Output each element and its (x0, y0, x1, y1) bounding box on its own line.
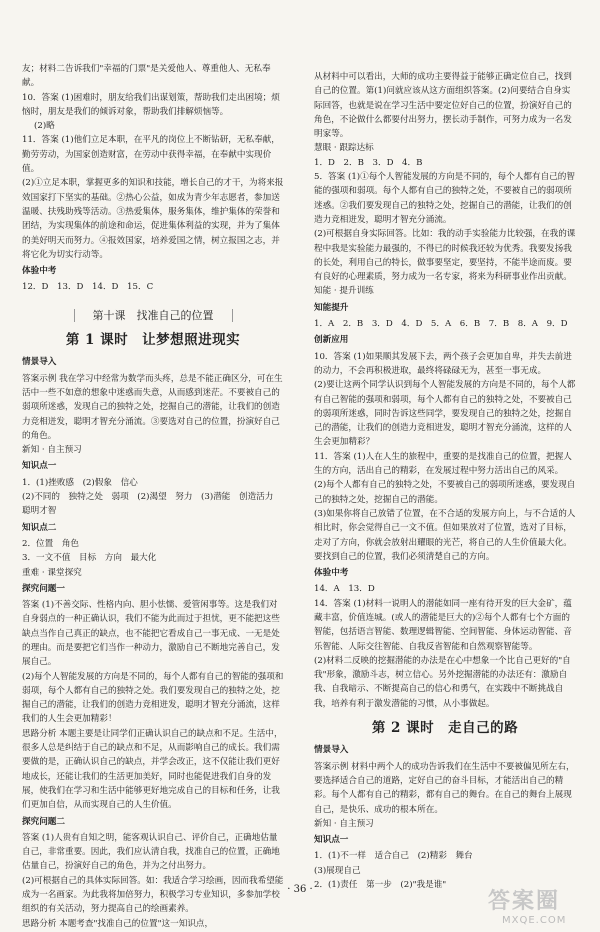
section-heading: 情景导入 (22, 357, 57, 368)
text-block: 答案示例 我在学习中经常为数学而头疼，总是不能正确区分，可在生活中一些不如意的想象中迷惑而失意，从而感到迷茫。不要被自己的弱项所迷惑，发现自己的独特之处，挖掘自己的潜能，让我们的创造力竞相迸发，聪明才智充分涌流。③要选对自己的位置，扮演好自己的角色。 (22, 373, 283, 441)
section-heading: 体验中考 (22, 266, 57, 277)
text-line: 友；材料二告诉我们"幸福的门票"是关爱他人、尊重他人、无私奉献。 (22, 64, 271, 89)
question-heading: 探究问题一 (22, 583, 65, 594)
text-block: (2)要让这两个同学认识到每个人智能发展的方向是不同的，每个人都有自己智能的强项和弱项，每个人都有自己的独特之处，不要被自己的弱项所迷惑，同时告诉这些同学，要发现自己的独特之处，挖掘自己的潜能，让我们的创造力竞相迸发，聪明才智充分涌流，这样的人生会更加精彩？ (314, 380, 576, 448)
text-block: (2)材料二反映的挖掘潜能的办法是在心中想象一个比自己更好的"自我"形象，激励斗志，树立信心。另外挖掘潜能的办法还有：激励自我、自我暗示、不断提高自己的信心和勇气，在实践中不断挑战自我，培养有利于激发潜能的习惯，从小事做起。 (314, 655, 571, 709)
text-block: (2)可根据自己的具体实际回答。如：我适合学习绘画，因而我希望能成为一名画家。为此我将加倍努力，积极学习专业知识，多参加学校组织的有关活动，努力提高自己的绘画素养。 (22, 875, 284, 915)
text-block: 11．答案 (1)人在人生的旅程中，重要的是找准自己的位置，把握人生的方向，活出自己的精彩，在发展过程中努力活出自己的风采。 (314, 451, 572, 477)
text-block: (2)可根据自身实际回答。比如：我的动手实验能力比较强，在我的课程中我是实验能力最强的，不得已的时候我还较为优秀。我要发扬我的长处，利用自己的特长，做事要坚定，要坚持，不能半途而废。要有良好的心理素质，努力成为一名专家，将来为科研事业作出贡献。 (314, 229, 576, 283)
knowledge-point: 知识点二 (22, 522, 57, 533)
answer-line: (3)展现自己 (314, 865, 361, 876)
text-line: (2)①立足本职，掌握更多的知识和技能，增长自己的才干，为将来报效国家打下坚实的基础。②热心公益，如成为青少年志愿者，参加送温暖、扶残助残等活动。③热爱集体，服务集体，维护集体的荣誉和团结，为实现集体的前途和命运，促进集体利益的实现，并为了集体的美好明天而努力。④报效国家，培养爱国之情，树立报国之志，并将它化为切实行动等。 (22, 178, 284, 260)
subsection-tag: 重难 · 课堂探究 (22, 567, 82, 578)
text-block: 答案 (1)不善交际、性格内向、胆小怯懦、爱管闲事等。这是我们对自身弱点的一种正确认识，我们不能为此而过于担忧，更不能把这些缺点当作自己真正的缺点，也不能把它看成自己一事无成、一无是处的理由。而是要把它们当作一种动力，激励自己不断地完善自己，发展自己。 (22, 600, 280, 668)
text-block: 5．答案 (1)①每个人智能发展的方向是不同的，每个人都有自己的智能的强项和弱项。每个人都有自己的独特之处，不要被自己的弱项所迷惑。②我们要发现自己的独特之处，挖掘自己的潜能，让我们的创造力竞相迸发，聪明才智充分涌流。 (314, 172, 575, 225)
subsection-tag: 新知 · 自主预习 (22, 445, 82, 456)
knowledge-point: 知识点一 (314, 835, 349, 846)
answer-line: 2．(1)责任 第一步 (2)"我是谁" (314, 880, 447, 891)
analysis-block: 思路分析 本题考查"找准自己的位置"这一知识点， (22, 918, 214, 929)
right-column (314, 70, 576, 892)
text-block: (2)每个人智能发展的方向是不同的，每个人都有自己的智能的强项和弱项，每个人都有自己的独特之处。我们要发现自己的独特之处，挖掘自己的潜能，让我们的创造力竞相迸发，聪明才智充分涌流，这样我们的人生会更加精彩！ (22, 671, 284, 725)
text-line: 11．答案 (1)他们立足本职，在平凡的岗位上不断钻研，无私奉献，勤劳劳动，为国家创造财富，在劳动中获得幸福，在奉献中实现价值。 (22, 135, 280, 175)
subsection-tag: 知能 · 提升训练 (314, 286, 374, 297)
answer-line: 14．A 13．D (314, 584, 375, 595)
subsection-tag: 慧眼 · 跟踪达标 (314, 143, 374, 154)
text-block: (2)每个人都有自己的独特之处，不要被自己的弱项所迷惑，要发现自己的独特之处，挖掘自己的潜能。 (314, 480, 576, 505)
section-heading: 体验中考 (314, 568, 349, 579)
answer-line: 1．(1)挫败感 (2)假象 信心 (22, 477, 138, 488)
watermark-url: MXQE.COM (502, 915, 567, 926)
text-block: 14．答案 (1)材料一说明人的潜能如同一座有待开发的巨大金矿，蕴藏丰富，价值连城。(或人的潜能是巨大的)②每个人都有七个方面的智能，包括语言智能、数理逻辑智能、空间智能、身体运动智能、音乐智能、人际交往智能、自我反省智能和自然观察智能等。 (314, 598, 572, 652)
chapter-title: 第十课 找准自己的位置 (22, 309, 284, 323)
section-heading: 知能提升 (314, 302, 349, 313)
text-line: (2)略 (34, 121, 55, 132)
answer-line: (2)不同的 独特之处 弱项 (2)渴望 努力 (3)潜能 创造活力 聪明才智 (22, 492, 282, 517)
left-column (22, 62, 284, 931)
analysis-block: 思路分析 本题主要是让同学们正确认识自己的缺点和不足。生活中，很多人总是纠结于自己的缺点和不足，从而影响自己的成长。我们需要做的是，正确认识自己的缺点，并学会改正，这不仅能让我们更好地成长，还能让我们的生活更加美好，同时也能促进我们自身的发展，使我们在学习和生活中能够更好地完成自己的目标和任务，让我们更加自信，从而实现自己的人生价值。 (22, 728, 283, 811)
watermark-logo-text: 答案圈 (488, 889, 561, 914)
watermark-logo (488, 884, 592, 928)
subsection-tag: 新知 · 自主预习 (314, 818, 374, 829)
answer-line: 1．D 2．B 3．D 4．B (314, 157, 423, 168)
text-block: 从材料中可以看出，大师的成功主要得益于能够正确定位自己，找到自己的位置。第(1)问就应该从这方面组织答案。(2)问要结合自身实际回答，也就是说在学习生活中要定位好自己的位置，扮演好自己的角色，不论做什么都要付出努力，摆长动手制作，可努力成为一名发明家等。 (314, 72, 572, 140)
lesson-title: 第 2 课时 走自己的路 (371, 720, 519, 737)
text-block: 答案示例 材料中两个人的成功告诉我们在生活中不要被偏见所左右，要选择适合自己的道路，定好自己的奋斗目标，才能活出自己的精彩。每个人都有自己的精彩，都有自己的舞台。在自己的舞台上展现自己，是快乐、成功的根本所在。 (314, 761, 575, 815)
answer-line: 12．D 13．D 14．D 15．C (22, 282, 154, 293)
text-block: 答案 (1)人贵有自知之明，能客观认识自己、评价自己，正确地估量自己，非常重要。因此，我们应认清自我，找准自己的位置，正确地估量自己，扮演好自己的角色，并为之付出努力。 (22, 832, 280, 872)
lesson-title: 第 1 课时 让梦想照进现实 (65, 332, 241, 349)
text-block: (3)如果你将自己放错了位置，在不合适的发展方向上，与不合适的人相比时，你会觉得自己一文不值。但如果放对了位置，选对了目标，走对了方向，你就会放射出耀眼的光芒，将自己的人生价值最大化。要找到自己的位置，我们必须清楚自己的方向。 (314, 508, 576, 562)
text-block: 10．答案 (1)如果顺其发展下去，两个孩子会更加自卑，并失去前进的动力，不会再积极进取，最终将碌碌无为，甚至一事无成。 (314, 351, 572, 376)
page-number: · 36 · (287, 884, 313, 895)
answer-line: 2．位置 角色 (22, 538, 80, 549)
answer-line: 1．A 2．B 3．D 4．D 5．A 6．B 7．B 8．A 9．D (314, 319, 568, 330)
answer-line: 3．一文不值 目标 方向 最大化 (22, 553, 157, 564)
text-line: 10．答案 (1)困难时，朋友给我们出谋划策，帮助我们走出困境；烦恼时，朋友是我们的倾诉对象，帮助我们排解烦恼等。 (22, 92, 280, 117)
knowledge-point: 知识点一 (22, 461, 57, 472)
section-heading: 情景导入 (314, 745, 349, 756)
question-heading: 探究问题二 (22, 816, 65, 827)
answer-line: 1．(1)不一样 适合自己 (2)精彩 舞台 (314, 851, 473, 862)
section-heading: 创新应用 (314, 335, 349, 346)
